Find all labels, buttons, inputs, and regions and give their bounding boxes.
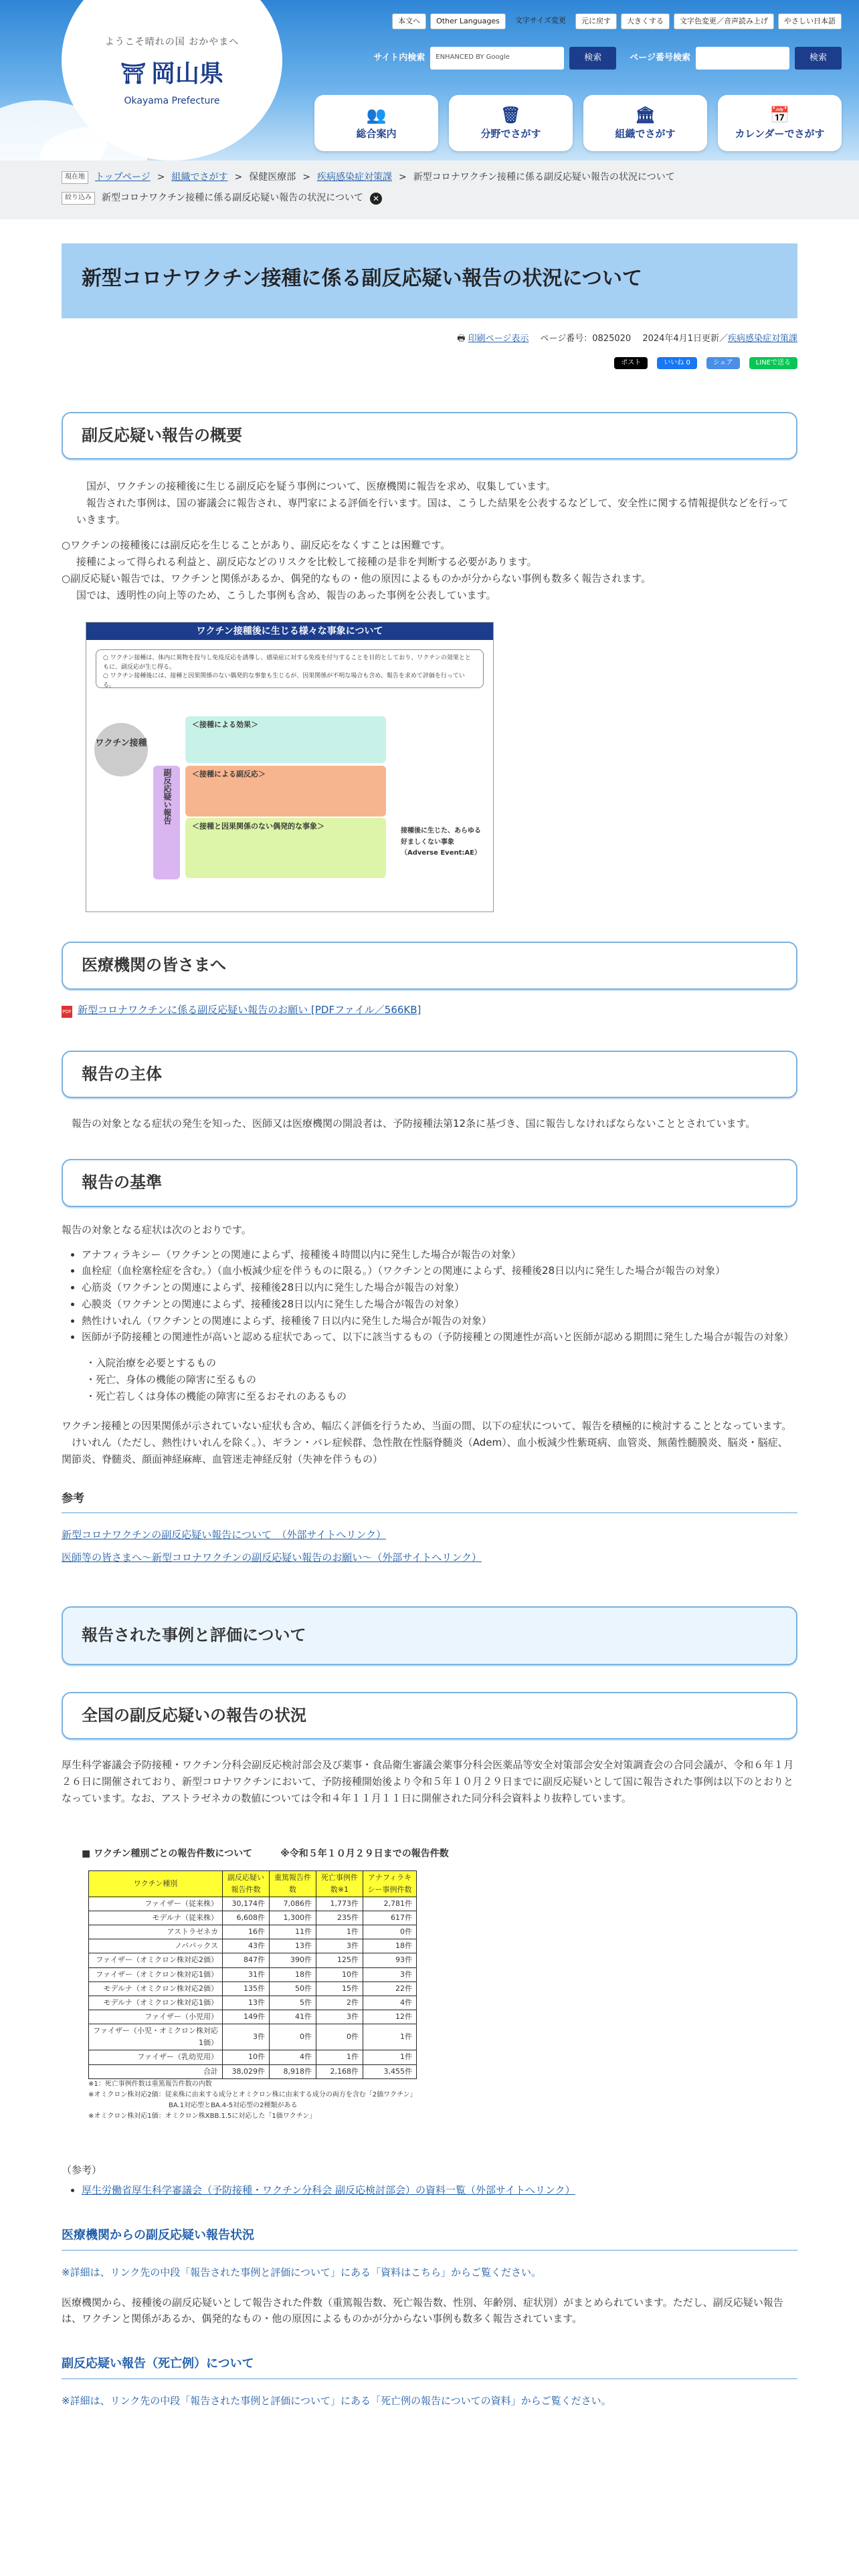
site-name-en: Okayama Prefecture (124, 96, 220, 107)
nav-by-organization[interactable]: 🏛 組織でさがす (583, 95, 707, 151)
overview-point-1b: 接種によって得られる利益と、副反応などのリスクを比較して接種の是非を判断する必要があります。 (76, 556, 537, 568)
vaccine-type-cell: ファイザー（乳幼児用） (89, 2050, 223, 2064)
page-number: ページ番号：0825020 (540, 334, 632, 344)
count-cell: 13件 (270, 1939, 316, 1953)
count-cell: 12件 (363, 2010, 417, 2024)
count-cell: 13件 (223, 1996, 270, 2010)
social-buttons (62, 357, 797, 369)
list-item: • 心筋炎（ワクチンとの関連によらず、接種後28日以内に発生した場合が報告の対象） (82, 1279, 797, 1296)
vaccine-type-cell: ノババックス (89, 1939, 223, 1953)
print-link[interactable]: 印刷ページ表示 (468, 334, 529, 344)
site-search-input[interactable]: ENHANCED BY Google (430, 47, 564, 70)
sub-item: ・死亡若しくは身体の機能の障害に至るおそれのあるもの (86, 1390, 347, 1402)
diagram-side-effect-box: ＜接種による副反応＞ (185, 766, 386, 817)
list-item: • 血栓症（血栓塞栓症を含む。）（血小板減少症を伴うものに限る。）（ワクチンとの関連によらず、接種後28日以内に発生した場合が報告の対象） (82, 1263, 797, 1279)
list-item: • 熱性けいれん（ワクチンとの関連によらず、接種後７日以内に発生した場合が報告の対象） (82, 1313, 797, 1329)
overview-point-2b: 国では、透明性の向上等のため、こうした事例も含め、報告のあった事例を公表しています。 (76, 588, 496, 601)
easy-japanese-link[interactable]: やさしい日本語 (778, 13, 842, 29)
nav-by-field[interactable]: 🗑 分野でさがす (449, 95, 573, 151)
count-cell: 0件 (316, 2024, 363, 2050)
post-button[interactable]: ポスト (614, 357, 648, 369)
vaccine-type-cell: ファイザー（小児用） (89, 2010, 223, 2024)
close-icon[interactable]: ✕ (370, 193, 382, 205)
count-cell: 7,086件 (270, 1897, 316, 1911)
count-cell: 43件 (223, 1939, 270, 1953)
pdf-icon: PDF (62, 1006, 72, 1018)
page-number-search-label: ページ番号検索 (630, 53, 690, 64)
count-cell: 617件 (363, 1911, 417, 1925)
overview-point-2: ○副反応疑い報告では、ワクチンと関係があるか、偶発的なもの・他の原因によるものかが分からない事例も数多く報告されます。 (62, 572, 652, 584)
section-heading-death-reports: 副反応疑い報告（死亡例）について (62, 2354, 797, 2379)
section-heading-national: 全国の副反応疑いの報告の状況 (62, 1692, 797, 1740)
count-cell: 390件 (270, 1953, 316, 1967)
count-cell: 6,608件 (223, 1911, 270, 1925)
section-heading-medical: 医療機関の皆さまへ (62, 942, 797, 990)
font-enlarge-button[interactable]: 大きくする (621, 13, 670, 29)
count-cell: 0件 (363, 1925, 417, 1939)
table-row (89, 2050, 417, 2064)
count-cell: 1,300件 (270, 1911, 316, 1925)
criteria-note-2: けいれん（ただし、熱性けいれんを除く。）、ギラン・バレ症候群、急性散在性脳脊髄炎（Adem）、血小板減少性紫斑病、血管炎、無菌性髄膜炎、脳炎・脳症、関節炎、脊髄炎、顔面神経麻痺、血管迷走神経反射（失神を伴うもの） (62, 1436, 788, 1465)
print-icon: 🖶 (457, 334, 466, 344)
count-cell: 3件 (363, 1967, 417, 1981)
page-meta: 🖶 印刷ページ表示 ページ番号：0825020 2024年4月1日更新／疾病感染症対策課 (457, 334, 797, 344)
vaccine-type-cell: ファイザー（オミクロン株対応1価） (89, 1967, 223, 1981)
count-cell: 1件 (316, 1925, 363, 1939)
sub-item: ・入院治療を必要とするもの (86, 1357, 217, 1369)
count-cell: 3件 (223, 2024, 270, 2050)
vaccine-type-cell: モデルナ（オミクロン株対応2価） (89, 1981, 223, 1996)
criteria-note-1: ワクチン接種との因果関係が示されていない症状も含め、幅広く評価を行うため、当面の間、以下の症状について、報告を積極的に検討することとなっています。 (62, 1420, 792, 1432)
page-number-search-button[interactable]: 検索 (795, 47, 842, 70)
share-button[interactable]: シェア (706, 357, 740, 369)
adverse-event-diagram (86, 622, 494, 912)
page-title: 新型コロナワクチン接種に係る副反応疑い報告の状況について (62, 243, 797, 318)
dept-link[interactable]: 疾病感染症対策課 (727, 334, 797, 344)
count-cell: 18件 (270, 1967, 316, 1981)
like-button[interactable]: いいね 0 (657, 357, 697, 369)
section-heading-overview: 副反応疑い報告の概要 (62, 412, 797, 460)
breadcrumb-current: 新型コロナワクチン接種に係る副反応疑い報告の状況について (413, 172, 675, 183)
count-cell: 4件 (363, 1996, 417, 2010)
vaccine-type-cell: モデルナ（従来株） (89, 1911, 223, 1925)
pdf-link[interactable]: 新型コロナワクチンに係る副反応疑い報告のお願い [PDFファイル／566KB] (78, 1004, 421, 1016)
table-caption: ■ ワクチン種別ごとの報告件数について ※令和５年１０月２９日までの報告件数 (82, 1848, 449, 1860)
breadcrumb-organization[interactable]: 組織でさがす (171, 172, 228, 183)
breadcrumb-health-dept: 保健医療部 (249, 172, 296, 183)
count-cell: 1件 (316, 2050, 363, 2064)
nav-calendar[interactable]: 📅 カレンダーでさがす (718, 95, 842, 151)
count-cell: 10件 (316, 1967, 363, 1981)
sub-item: ・死亡、身体の機能の障害に至るもの (86, 1373, 257, 1386)
breadcrumb-infection-control[interactable]: 疾病感染症対策課 (316, 172, 392, 183)
count-cell: 2,781件 (363, 1897, 417, 1911)
count-cell: 235件 (316, 1911, 363, 1925)
vaccine-type-cell: アストラゼネカ (89, 1925, 223, 1939)
overview-text-2: 報告された事例は、国の審議会に報告され、専門家による評価を行います。国は、こうした結果を公表するなどして、安全性に関する情報提供などを行っていきます。 (76, 496, 789, 526)
table-row (89, 1939, 417, 1953)
count-cell: 4件 (270, 2050, 316, 2064)
table-row (89, 1925, 417, 1939)
list-item: • アナフィラキシー（ワクチンとの関連によらず、接種後４時間以内に発生した場合が報告の対象） (82, 1247, 797, 1263)
count-cell: 3,455件 (363, 2064, 417, 2078)
national-text: 厚生科学審議会予防接種・ワクチン分科会副反応検討部会及び薬事・食品衛生審議会薬事分科会医薬品等安全対策部会安全対策調査会の合同会議が、令和６年１月２６日に開催されており、新型コロナワクチンにおいて、予防接種開始後より令和５年１０月２９日までに副反応疑いとして国に報告された事例は以下のとおりとなっています。なお、アストラゼネカの数値については令和４年１１月１１日に開催された同分科会資料より抜粋しています。 (62, 1759, 794, 1804)
vaccine-type-cell: ファイザー（小児・オミクロン株対応1価） (89, 2024, 223, 2050)
section-heading-reporter: 報告の主体 (62, 1051, 797, 1099)
section-heading-medical-reports: 医療機関からの副反応疑い報告状況 (62, 2226, 797, 2251)
count-cell: 31件 (223, 1967, 270, 1981)
count-cell: 41件 (270, 2010, 316, 2024)
utility-links (392, 13, 842, 29)
diagram-note: ○ ワクチン接種は、体内に異物を投与し免疫反応を誘導し、感染症に対する免疫を付与することを目的としており、ワクチンの効果とともに、副反応が生じ得る。 ○ ワクチン接種後には、接種と因果関係のない偶発的な事象も生じるが、因果関係が不明な場合も含め、報告を求めて評価を行っている。 (96, 649, 484, 688)
field-icon: 🗑 (500, 106, 521, 124)
medical-reports-note: ※詳細は、リンク先の中段「報告された事例と評価について」にある「資料はこちら」からご覧ください。 (62, 2266, 541, 2278)
table-row (89, 1897, 417, 1911)
updated-date: 2024年4月1日更新 (642, 334, 719, 344)
site-search-label: サイト内検索 (373, 53, 425, 64)
site-name: 岡山県 (151, 60, 224, 88)
font-reset-button[interactable]: 元に戻す (575, 13, 617, 29)
calendar-icon: 📅 (769, 106, 790, 124)
organization-icon: 🏛 (635, 106, 656, 124)
count-cell: 125件 (316, 1953, 363, 1967)
global-nav (314, 95, 842, 151)
count-cell: 50件 (270, 1981, 316, 1996)
reference-heading: 参考 (62, 1489, 797, 1513)
reference-link-1[interactable]: 新型コロナワクチンの副反応疑い報告について （外部サイトへリンク） (62, 1528, 387, 1541)
diagram-coincidental-box: ＜接種と因果関係のない偶発的な事象＞ (185, 818, 386, 878)
count-cell: 5件 (270, 1996, 316, 2010)
vaccine-type-cell: モデルナ（オミクロン株対応1価） (89, 1996, 223, 2010)
section-heading-cases: 報告された事例と評価について (62, 1606, 797, 1665)
current-location-label: 現在地 (62, 171, 88, 184)
filter-text: 新型コロナワクチン接種に係る副反応疑い報告の状況について (102, 193, 364, 204)
other-languages-link[interactable]: Other Languages (430, 13, 506, 29)
list-item: • 医師が予防接種との関連性が高いと認める症状であって、以下に該当するもの（予防接種との関連性が高いと医師が認める期間に発生した場合が報告の対象） (82, 1329, 797, 1346)
breadcrumb: 現在地 トップページ > 組織でさがす > 保健医療部 > 疾病感染症対策課 > 新型コロナワクチン接種に係る副反応疑い報告の状況について 絞り込み 新型コロナワクチン接種に係る副反応疑い報告の状況について ✕ (0, 160, 859, 219)
line-button[interactable]: LINEで送る (749, 357, 797, 369)
reference-label: （参考） (62, 2163, 102, 2176)
table-row (89, 1953, 417, 1967)
count-cell: 847件 (223, 1953, 270, 1967)
count-cell: 93件 (363, 1953, 417, 1967)
diagram-title: ワクチン接種後に生じる様々な事象について (86, 623, 493, 640)
criteria-list (82, 1247, 797, 1346)
count-cell: 8,918件 (270, 2064, 316, 2078)
count-cell: 10件 (223, 2050, 270, 2064)
diagram-vaccine-circle: ワクチン接種 (94, 723, 148, 776)
table-row (89, 2064, 417, 2078)
count-cell: 38,029件 (223, 2064, 270, 2078)
page-number-input[interactable] (696, 47, 789, 70)
filter-label: 絞り込み (62, 192, 95, 205)
list-item: • 心膜炎（ワクチンとの関連によらず、接種後28日以内に発生した場合が報告の対象） (82, 1296, 797, 1313)
count-cell: 3件 (316, 1939, 363, 1953)
breadcrumb-top[interactable]: トップページ (95, 172, 151, 183)
prefecture-emblem-icon: ⛩ (120, 62, 147, 86)
count-cell: 135件 (223, 1981, 270, 1996)
reference-link-2[interactable]: 医師等の皆さまへ～新型コロナワクチンの副反応疑い報告のお願い～（外部サイトへリンク） (62, 1551, 482, 1564)
count-cell: 11件 (270, 1925, 316, 1939)
count-cell: 30,174件 (223, 1897, 270, 1911)
overview-point-1: ○ワクチンの接種後には副反応を生じることがあり、副反応をなくすことは困難です。 (62, 539, 451, 552)
death-reports-note: ※詳細は、リンク先の中段「報告された事例と評価について」にある「死亡例の報告についての資料」からご覧ください。 (62, 2394, 611, 2407)
tagline: ようこそ晴れの国 おかやまへ (104, 37, 240, 47)
count-cell: 2件 (316, 1996, 363, 2010)
vaccine-type-cell: ファイザー（従来株） (89, 1897, 223, 1911)
diagram-report-label: 副反応疑い報告 (153, 766, 180, 879)
site-header (0, 0, 859, 160)
reporter-text: 報告の対象となる症状の発生を知った、医師又は医療機関の開設者は、予防接種法第12条に基づき、国に報告しなければならないこととされています。 (72, 1117, 756, 1130)
section-heading-criteria: 報告の基準 (62, 1159, 797, 1207)
vaccine-type-cell: 合計 (89, 2064, 223, 2078)
table-row (89, 1967, 417, 1981)
info-icon: 👥 (366, 106, 387, 124)
count-cell: 3件 (316, 2010, 363, 2024)
criteria-intro: 報告の対象となる症状は次のとおりです。 (62, 1223, 252, 1236)
count-cell: 1,773件 (316, 1897, 363, 1911)
nav-general-info[interactable]: 👥 総合案内 (314, 95, 438, 151)
color-voice-link[interactable]: 文字色変更／音声読み上げ (674, 13, 774, 29)
count-cell: 16件 (223, 1925, 270, 1939)
table-notes: ※1：死亡事例件数は重篤報告件数の内数 ※オミクロン株対応2価：従来株に由来する成分とオミクロン株に由来する成分の両方を含む「2価ワクチン」 BA.1対応型とBA.4-5対応型の2種類がある ※オミクロン株対応1価：オミクロン株XBB.1.5に対応した「1価ワクチン」 (88, 2080, 417, 2120)
count-cell: 1件 (363, 2050, 417, 2064)
count-cell: 2,168件 (316, 2064, 363, 2078)
skip-to-content-link[interactable]: 本文へ (392, 13, 426, 29)
diagram-effect-box: ＜接種による効果＞ (185, 716, 386, 763)
table-row (89, 1911, 417, 1925)
table-row (89, 1981, 417, 1996)
mhlw-reference-link[interactable]: 厚生労働省厚生科学審議会（予防接種・ワクチン分科会 副反応検討部会）の資料一覧（外部サイトへリンク） (82, 2184, 575, 2197)
overview-text-1: 国が、ワクチンの接種後に生じる副反応を疑う事例について、医療機関に報告を求め、収集しています。 (86, 480, 556, 493)
table-row (89, 2024, 417, 2050)
table-row (89, 2010, 417, 2024)
table-row (89, 1996, 417, 2010)
count-cell: 22件 (363, 1981, 417, 1996)
count-cell: 1件 (363, 2024, 417, 2050)
vaccine-type-cell: ファイザー（オミクロン株対応2価） (89, 1953, 223, 1967)
count-cell: 15件 (316, 1981, 363, 1996)
count-cell: 18件 (363, 1939, 417, 1953)
medical-reports-text: 医療機関から、接種後の副反応疑いとして報告された件数（重篤報告数、死亡報告数、性別、年齢別、症状別）がまとめられています。ただし、副反応疑い報告は、ワクチンと関係があるか、偶発的なもの・他の原因によるものかが分からない事例も数多く報告されています。 (62, 2296, 783, 2325)
count-cell: 149件 (223, 2010, 270, 2024)
diagram-ae-label: 接種後に生じた、あらゆる好ましくない事象（Adverse Event:AE） (401, 827, 481, 857)
font-size-label: 文字サイズ変更 (514, 16, 566, 25)
count-cell: 0件 (270, 2024, 316, 2050)
site-search-button[interactable]: 検索 (569, 47, 616, 70)
report-count-table: ワクチン種別 副反応疑い報告件数 重篤報告件数 死亡事例件数※1 アナフィラキシー事例件数 ファイザー（従来株） 30,174件 7,086件 1,773件 2,781件 モデルナ（従来株） 6,608件 1,300件 235件 617件 アストラゼネカ 16件 11件 1件 0件 ノババックス 43件 13件 3件 18件 ファイザー（オミクロン株対応2価） 847件 390件 125件 93件 ファイザー（オミクロン株対応1価） 31件 18件 10件 3件 モデルナ（オミクロン株対応2価） 135件 50件 15件 22件 モデルナ（オミクロン株対応1価） 13件 5件 2件 4件 ファイザー（小児用） 149件 41件 3件 12件 ファイザー（小児・オミクロン株対応1価） 3件 0件 0件 1件 ファイザー（乳幼児用） 10件 4件 1件 1件 合計 38,029件 8,918件 2,168件 3,455件 (88, 1870, 417, 2079)
